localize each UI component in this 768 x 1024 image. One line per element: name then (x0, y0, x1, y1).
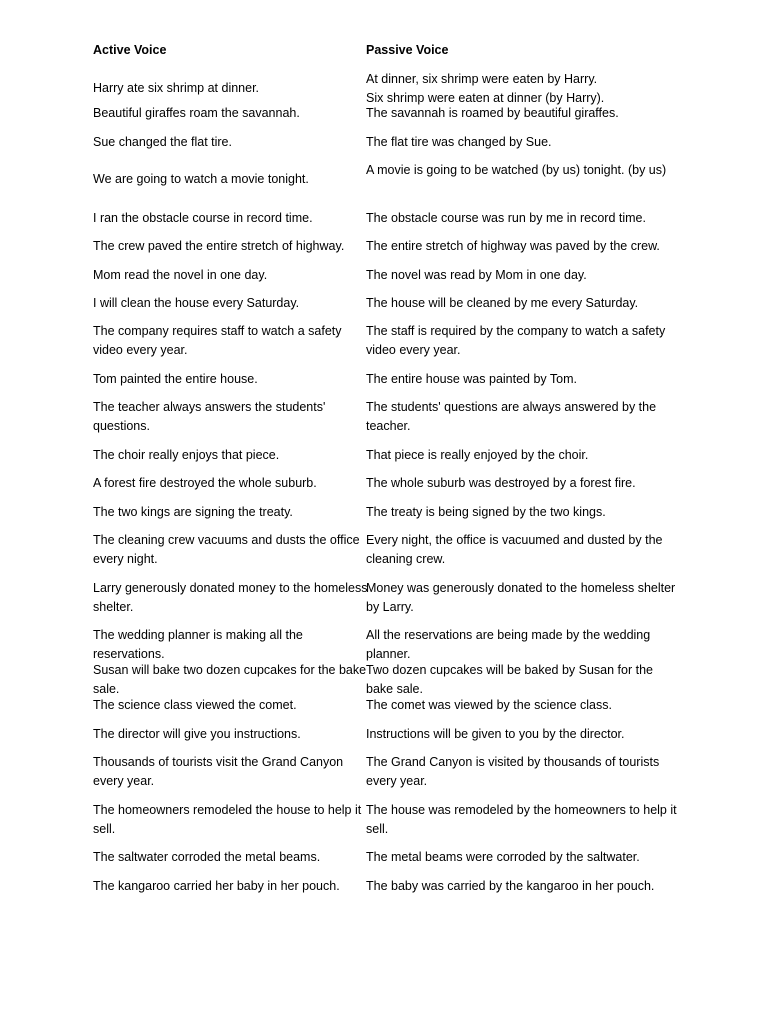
passive-voice-sentence: The house was remodeled by the homeowners to help it sell. (366, 803, 677, 836)
passive-voice-sentence: Two dozen cupcakes will be baked by Susan for the bake sale. (366, 663, 653, 696)
active-voice-sentence: The two kings are signing the treaty. (93, 505, 293, 519)
passive-voice-sentence: The entire stretch of highway was paved by the crew. (366, 239, 660, 253)
passive-voice-sentence: All the reservations are being made by the wedding planner. (366, 628, 651, 661)
active-voice-sentence: I will clean the house every Saturday. (93, 296, 300, 310)
passive-voice-sentence: The obstacle course was run by me in record time. (366, 211, 646, 225)
active-voice-sentence: A forest fire destroyed the whole suburb. (93, 476, 317, 490)
passive-voice-sentence: At dinner, six shrimp were eaten by Harry. Six shrimp were eaten at dinner (by Harry). (366, 72, 605, 105)
active-voice-sentence: Thousands of tourists visit the Grand Canyon every year. (93, 755, 344, 788)
active-voice-sentence: The teacher always answers the students' questions. (93, 400, 326, 433)
active-voice-sentence: Tom painted the entire house. (93, 372, 258, 386)
active-voice-sentence: Harry ate six shrimp at dinner. (93, 81, 260, 95)
passive-voice-sentence: The Grand Canyon is visited by thousands of tourists every year. (366, 755, 660, 788)
active-voice-sentence: Sue changed the flat tire. (93, 135, 232, 149)
active-voice-sentence: I ran the obstacle course in record time. (93, 211, 313, 225)
active-voice-sentence: The crew paved the entire stretch of highway. (93, 239, 345, 253)
header-active-voice: Active Voice (93, 43, 167, 57)
passive-voice-sentence: The house will be cleaned by me every Saturday. (366, 296, 639, 310)
passive-voice-sentence: That piece is really enjoyed by the choir. (366, 448, 589, 462)
passive-voice-sentence: The entire house was painted by Tom. (366, 372, 578, 386)
active-voice-sentence: Mom read the novel in one day. (93, 268, 268, 282)
passive-voice-sentence: The staff is required by the company to watch a safety video every year. (366, 324, 666, 357)
passive-voice-sentence: Every night, the office is vacuumed and dusted by the cleaning crew. (366, 533, 663, 566)
active-voice-sentence: We are going to watch a movie tonight. (93, 172, 309, 186)
passive-voice-sentence: The comet was viewed by the science class. (366, 698, 612, 712)
active-voice-sentence: The choir really enjoys that piece. (93, 448, 280, 462)
passive-voice-sentence: The students' questions are always answered by the teacher. (366, 400, 657, 433)
passive-voice-sentence: The novel was read by Mom in one day. (366, 268, 587, 282)
passive-voice-sentence: The flat tire was changed by Sue. (366, 135, 552, 149)
active-voice-sentence: Susan will bake two dozen cupcakes for the bake sale. (93, 663, 367, 696)
active-voice-sentence: The saltwater corroded the metal beams. (93, 850, 321, 864)
passive-voice-sentence: The metal beams were corroded by the saltwater. (366, 850, 640, 864)
active-voice-sentence: The kangaroo carried her baby in her pouch. (93, 879, 340, 893)
passive-voice-sentence: The savannah is roamed by beautiful giraffes. (366, 106, 619, 120)
passive-voice-sentence: The baby was carried by the kangaroo in her pouch. (366, 879, 655, 893)
active-voice-sentence: Beautiful giraffes roam the savannah. (93, 106, 300, 120)
active-voice-sentence: The science class viewed the comet. (93, 698, 297, 712)
passive-voice-sentence: A movie is going to be watched (by us) tonight. (by us) (366, 163, 667, 177)
active-voice-sentence: Larry generously donated money to the homeless shelter. (93, 581, 368, 614)
passive-voice-sentence: Money was generously donated to the homeless shelter by Larry. (366, 581, 676, 614)
active-voice-sentence: The director will give you instructions. (93, 727, 301, 741)
passive-voice-sentence: The treaty is being signed by the two kings. (366, 505, 606, 519)
active-voice-sentence: The homeowners remodeled the house to help it sell. (93, 803, 362, 836)
passive-voice-sentence: Instructions will be given to you by the director. (366, 727, 625, 741)
passive-voice-sentence: The whole suburb was destroyed by a forest fire. (366, 476, 636, 490)
active-voice-sentence: The company requires staff to watch a safety video every year. (93, 324, 342, 357)
active-voice-sentence: The cleaning crew vacuums and dusts the office every night. (93, 533, 360, 566)
active-voice-sentence: The wedding planner is making all the reservations. (93, 628, 303, 661)
header-passive-voice: Passive Voice (366, 43, 449, 57)
